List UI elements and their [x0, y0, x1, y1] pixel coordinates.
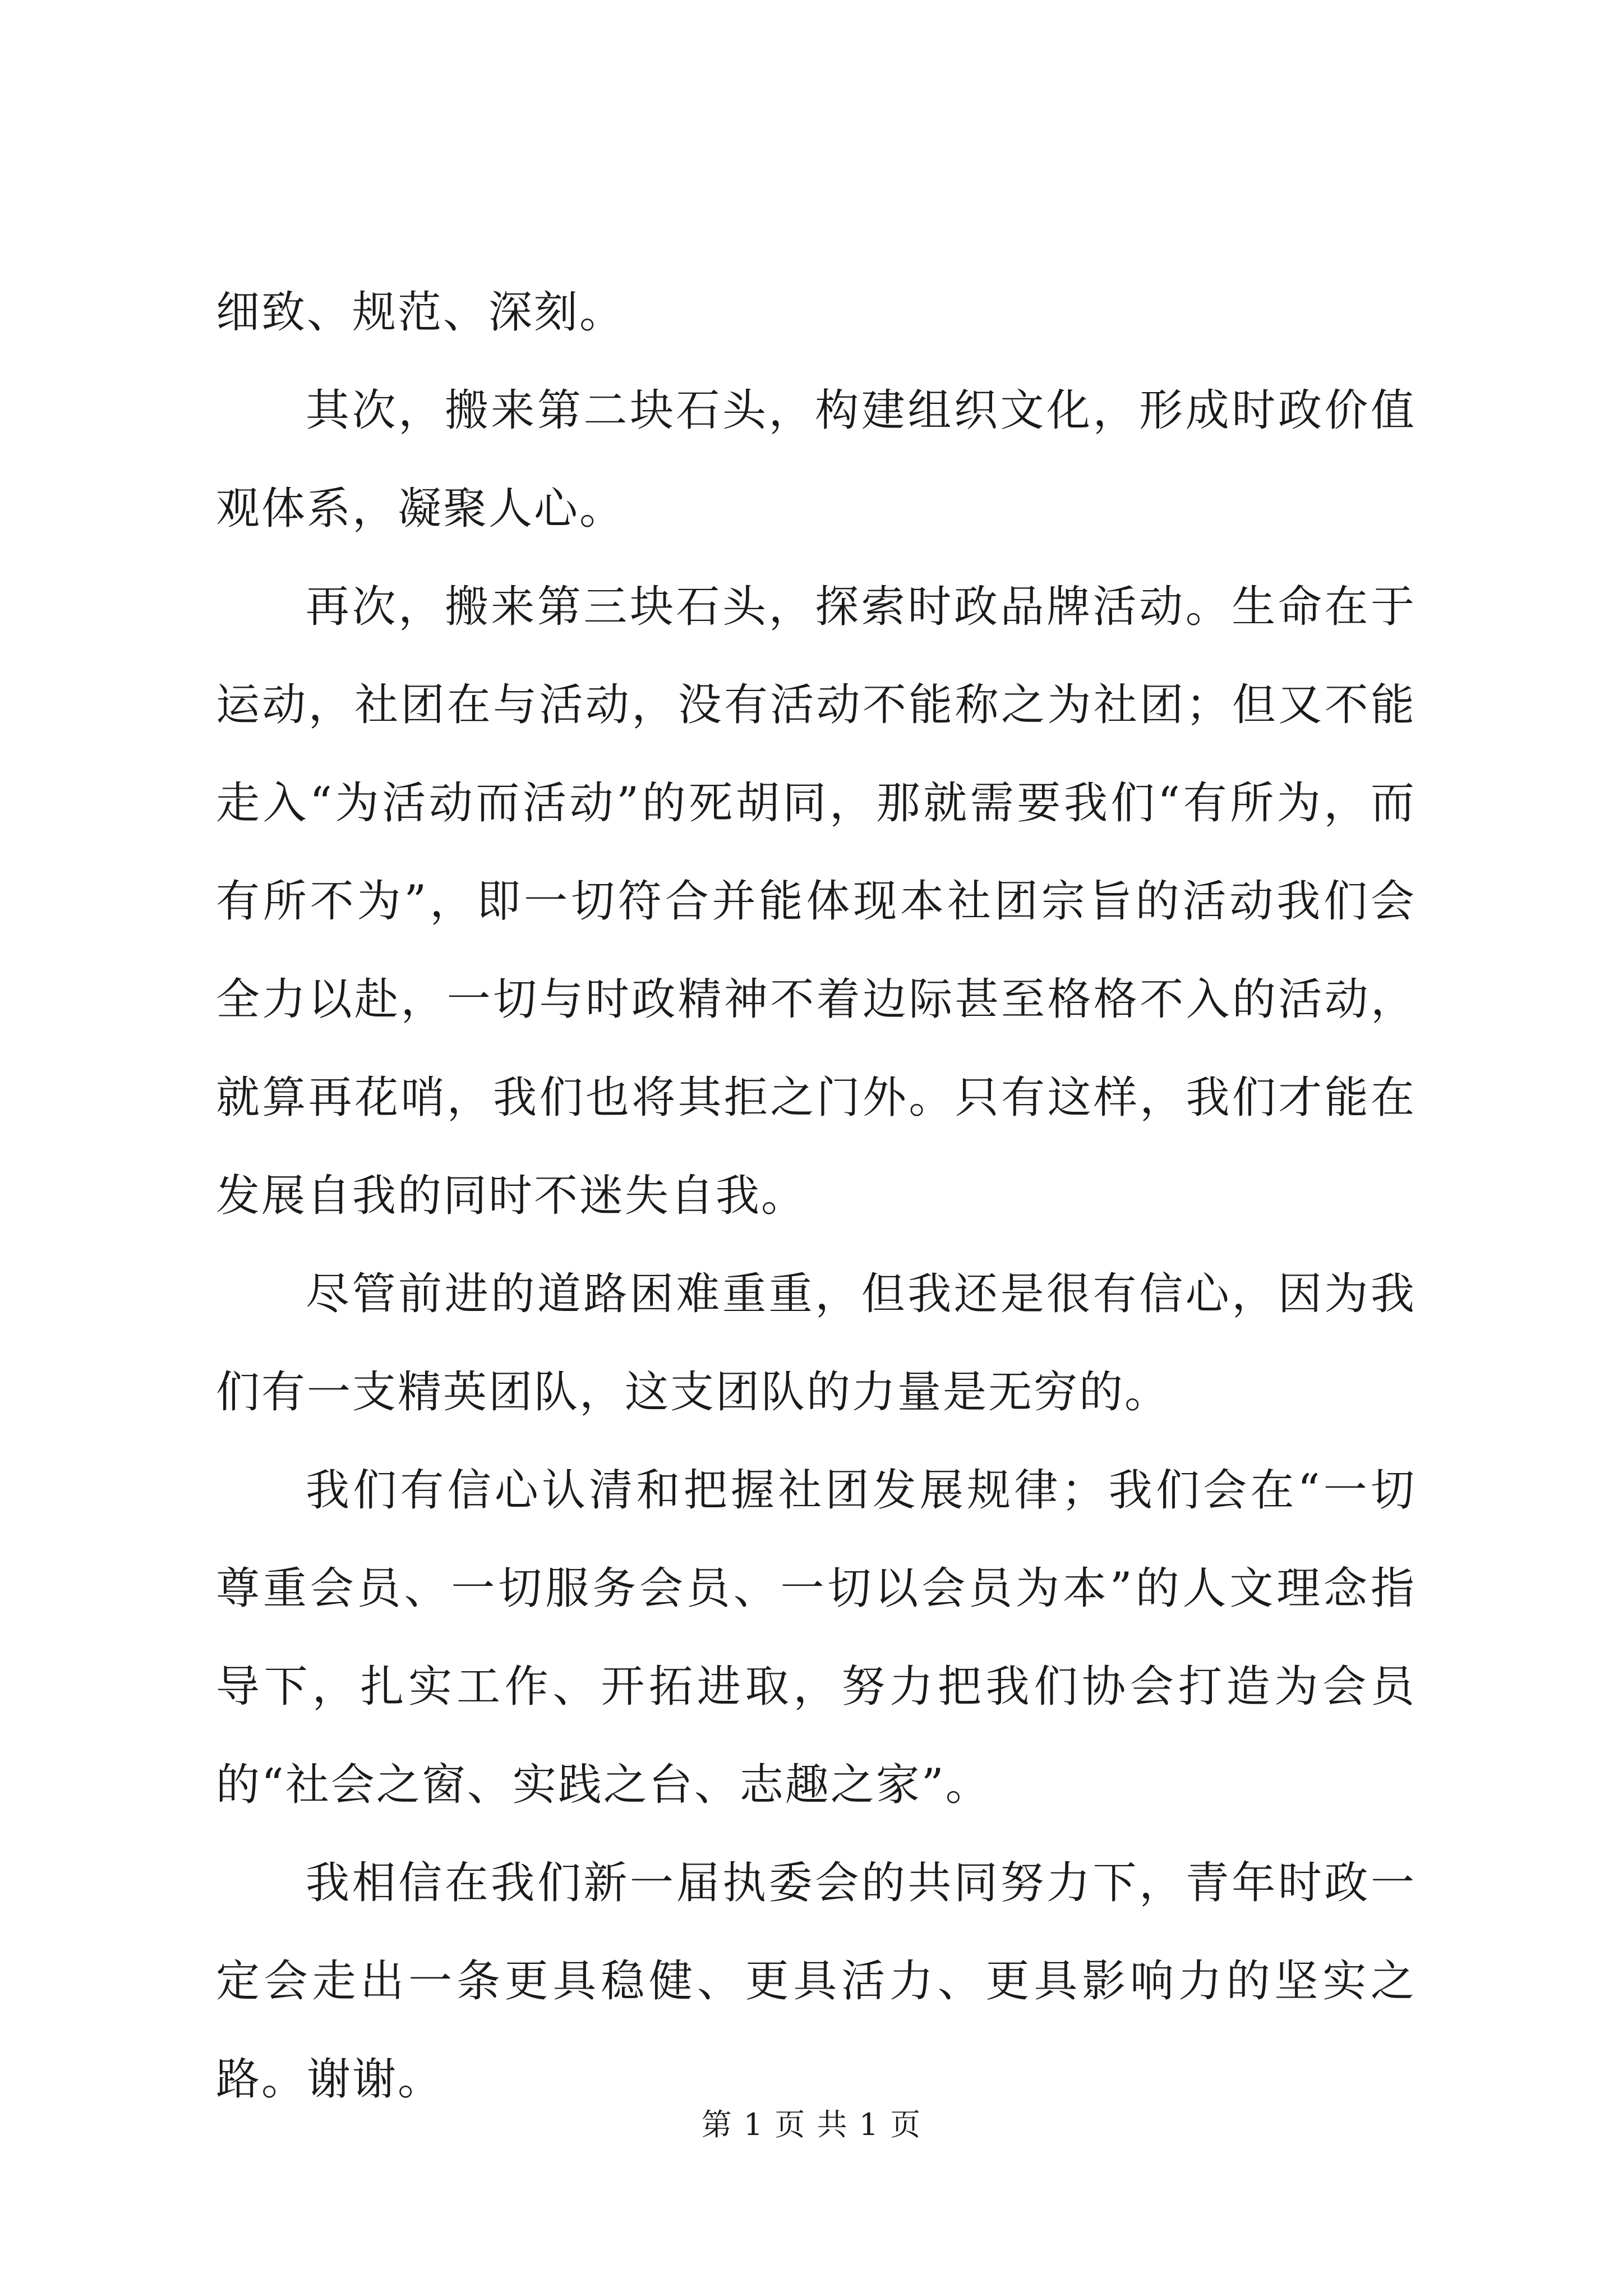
paragraph: 尽管前进的道路困难重重，但我还是很有信心，因为我们有一支精英团队，这支团队的力量是无穷的。 — [216, 1269, 1416, 1418]
paragraph: 再次，搬来第三块石头，探索时政品牌活动。生命在于运动，社团在与活动，没有活动不能称之为社团；但又不能走入“为活动而活动”的死胡同，那就需要我们“有所为，而有所不为”，即一切符合并能体现本社团宗旨的活动我们会全力以赴，一切与时政精神不着边际甚至格格不入的活动，就算再花哨，我们也将其拒之门外。只有这样，我们才能在发展自我的同时不迷失自我。 — [216, 582, 1416, 1221]
paragraph: 我相信在我们新一届执委会的共同努力下，青年时政一定会走出一条更具稳健、更具活力、更具影响力的坚实之路。谢谢。 — [216, 1858, 1416, 2105]
document-body — [216, 264, 1416, 2129]
paragraph: 其次，搬来第二块石头，构建组织文化，形成时政价值观体系，凝聚人心。 — [216, 385, 1416, 534]
paragraph: 我们有信心认清和把握社团发展规律；我们会在“一切尊重会员、一切服务会员、一切以会员为本”的人文理念指导下，扎实工作、开拓进取，努力把我们协会打造为会员的“社会之窗、实践之台、志趣之家”。 — [216, 1465, 1416, 1810]
paragraph: 细致、规范、深刻。 — [216, 287, 625, 338]
page-number-footer: 第 1 页 共 1 页 — [701, 2107, 922, 2142]
